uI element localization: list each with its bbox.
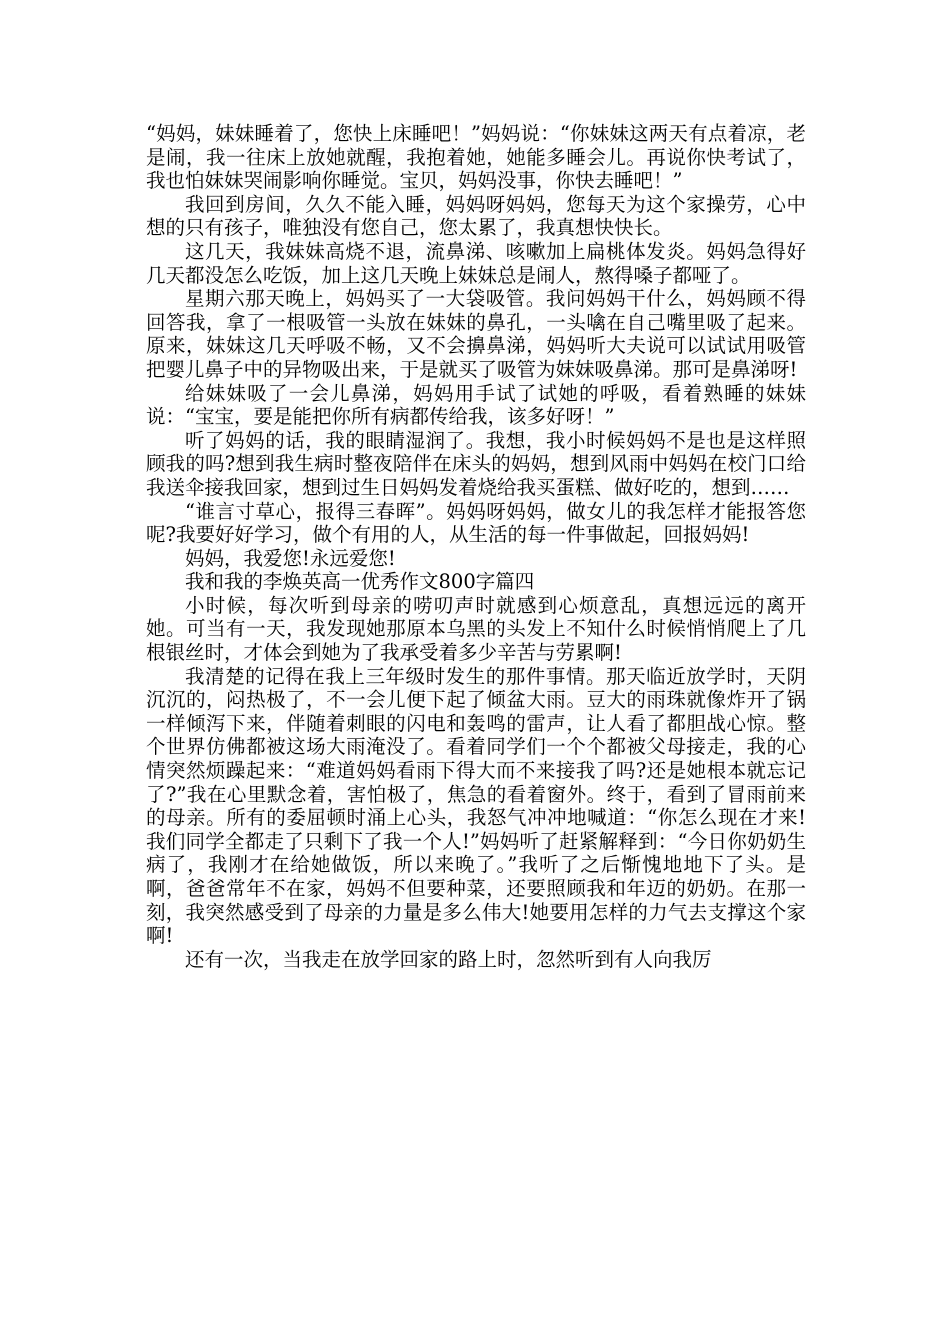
paragraph-11: 我清楚的记得在我上三年级时发生的那件事情。那天临近放学时，天阴沉沉的，闷热极了，不一会儿便下起了倾盆大雨。豆大的雨珠就像炸开了锅一样倾泻下来，伴随着刺眼的闪电和轰鸣的雷声，让人看了都胆战心惊。整个世界仿佛都被这场大雨淹没了。看着同学们一个个都被父母接走，我的心情突然烦躁起来：“难道妈妈看雨下得大而不来接我了吗?还是她根本就忘记了?”我在心里默念着，害怕极了，焦急的看着窗外。终于，看到了冒雨前来的母亲。所有的委屈顿时涌上心头，我怒气冲冲地喊道：“你怎么现在才来!我们同学全都走了只剩下了我一个人!”妈妈听了赶紧解释到：“今日你奶奶生病了，我刚才在给她做饭，所以来晚了。”我听了之后惭愧地地下了头。是啊，爸爸常年不在家，妈妈不但要种菜，还要照顾我和年迈的奶奶。在那一刻，我突然感受到了母亲的力量是多么伟大!她要用怎样的力气去支撑这个家啊! (146, 664, 806, 948)
paragraph-4: 星期六那天晚上，妈妈买了一大袋吸管。我问妈妈干什么，妈妈顾不得回答我，拿了一根吸管一头放在妹妹的鼻孔，一头噙在自己嘴里吸了起来。原来，妹妹这几天呼吸不畅，又不会擤鼻涕，妈妈听大夫说可以试试用吸管把婴儿鼻子中的异物吸出来，于是就买了吸管为妹妹吸鼻涕。那可是鼻涕呀! (146, 287, 806, 381)
paragraph-7: “谁言寸草心，报得三春晖”。妈妈呀妈妈，做女儿的我怎样才能报答您呢?我要好好学习，做个有用的人，从生活的每一件事做起，回报妈妈! (146, 499, 806, 547)
paragraph-5: 给妹妹吸了一会儿鼻涕，妈妈用手试了试她的呼吸，看着熟睡的妹妹说：“宝宝，要是能把你所有病都传给我，该多好呀！” (146, 381, 806, 429)
section-heading: 我和我的李焕英高一优秀作文800字篇四 (185, 570, 535, 594)
paragraph-3: 这几天，我妹妹高烧不退，流鼻涕、咳嗽加上扁桃体发炎。妈妈急得好几天都没怎么吃饭，加上这几天晚上妹妹总是闹人，熬得嗓子都哑了。 (146, 239, 806, 287)
paragraph-12: 还有一次，当我走在放学回家的路上时，忽然听到有人向我厉 (185, 947, 712, 971)
paragraph-6: 听了妈妈的话，我的眼睛湿润了。我想，我小时候妈妈不是也是这样照顾我的吗?想到我生病时整夜陪伴在床头的妈妈，想到风雨中妈妈在校门口给我送伞接我回家，想到过生日妈妈发着烧给我买蛋糕、做好吃的，想到…… (146, 428, 806, 499)
essay-body (146, 122, 806, 971)
paragraph-2: 我回到房间，久久不能入睡，妈妈呀妈妈，您每天为这个家操劳，心中想的只有孩子，唯独没有您自己，您太累了，我真想快快长。 (146, 192, 806, 240)
paragraph-10: 小时候，每次听到母亲的唠叨声时就感到心烦意乱，真想远远的离开她。可当有一天，我发现她那原本乌黑的头发上不知什么时候悄悄爬上了几根银丝时，才体会到她为了我承受着多少辛苦与劳累啊! (146, 593, 806, 665)
paragraph-8: 妈妈，我爱您!永远爱您! (185, 546, 396, 570)
paragraph-1: “妈妈，妹妹睡着了，您快上床睡吧！”妈妈说：“你妹妹这两天有点着凉，老是闹，我一往床上放她就醒，我抱着她，她能多睡会儿。再说你快考试了，我也怕妹妹哭闹影响你睡觉。宝贝，妈妈没事，你快去睡吧！” (146, 122, 806, 193)
